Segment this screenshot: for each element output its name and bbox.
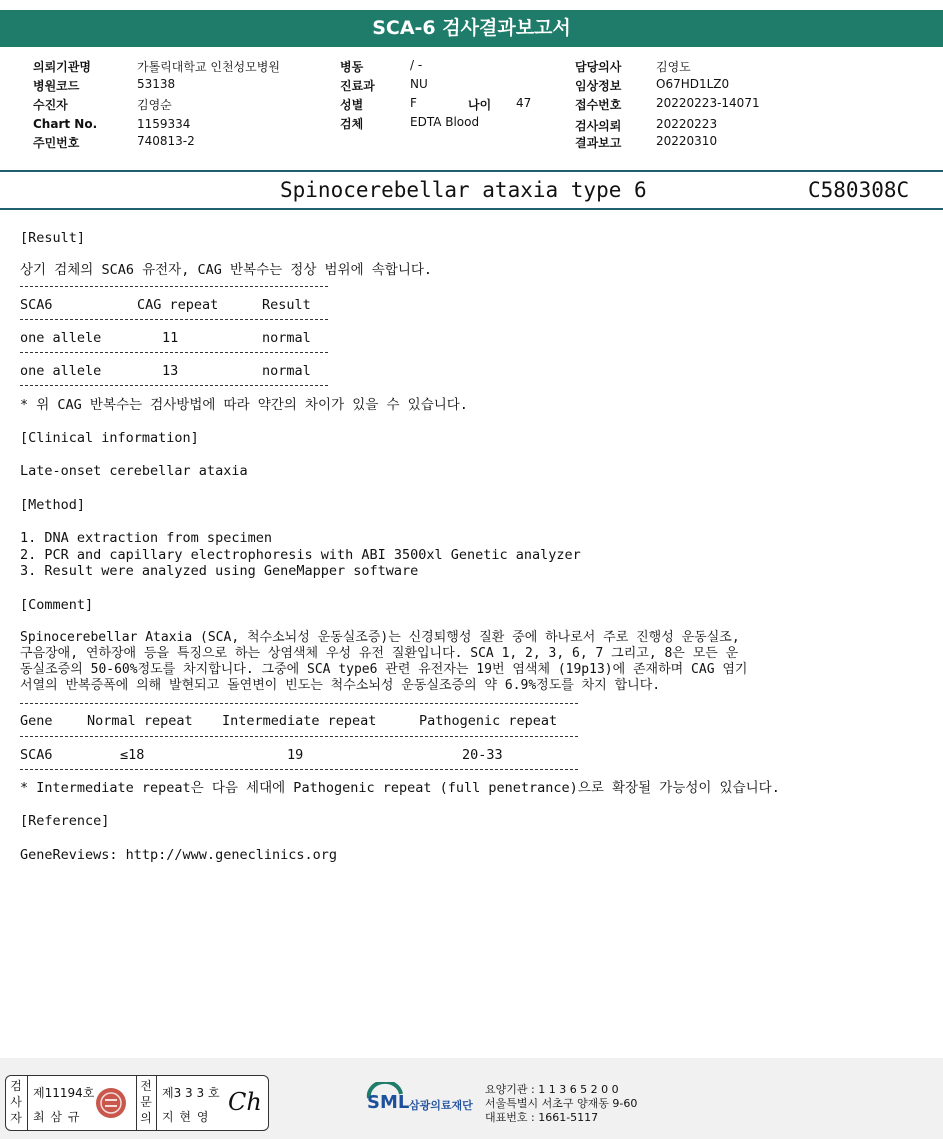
- repeat-header-gene: Gene: [20, 713, 53, 729]
- clinical-value: O67HD1LZ0: [656, 77, 730, 91]
- result-report-value: 20220310: [656, 134, 718, 148]
- signature-icon: Ch: [228, 1088, 262, 1116]
- hospital-label: 의뢰기관명: [33, 60, 91, 74]
- table-divider: [20, 769, 578, 770]
- comment-line: 동실조증의 50-60%정도를 차지합니다. 그중에 SCA type6 관련 유전자는 19번 염색체 (19p13)에 존재하며 CAG 염기: [20, 662, 748, 677]
- reference-text: GeneReviews: http://www.geneclinics.org: [20, 847, 337, 863]
- receipt-value: 20220223-14071: [656, 96, 760, 110]
- org-code: 요양기관 : 1 1 3 6 5 2 0 0: [485, 1083, 619, 1096]
- repeat-note: * Intermediate repeat은 다음 세대에 Pathogenic repeat (full penetrance)으로 확장될 가능성이 있습니다.: [20, 780, 780, 796]
- table-cell: 20-33: [462, 747, 503, 763]
- patient-value: 김영순: [137, 98, 172, 112]
- sex-label: 성별: [340, 98, 364, 112]
- method-heading: [Method]: [20, 497, 86, 513]
- divider: [136, 1076, 137, 1130]
- table-divider: [20, 736, 578, 737]
- rrn-value: 740813-2: [137, 134, 195, 148]
- table-divider: [20, 319, 328, 320]
- doctor-label: 담당의사: [575, 60, 622, 74]
- age-value: 47: [516, 96, 532, 110]
- specialist-label: 전문의: [140, 1079, 152, 1125]
- hospital-code-value: 53138: [137, 77, 176, 91]
- comment-line: 서열의 반복증폭에 의해 발현되고 돌연변이 빈도는 척수소뇌성 운동실조증의 약 6.9%정도를 차지 합니다.: [20, 678, 661, 693]
- org-name: 삼광의료재단: [409, 1099, 473, 1112]
- test-title: Spinocerebellar ataxia type 6: [280, 178, 647, 202]
- method-line: 3. Result were analyzed using GeneMapper software: [20, 563, 419, 579]
- clinical-text: Late-onset cerebellar ataxia: [20, 463, 248, 479]
- report-header: [0, 54, 943, 166]
- sex-value: F: [410, 96, 417, 110]
- table-divider: [20, 385, 328, 386]
- result-report-label: 결과보고: [575, 136, 622, 150]
- divider: [156, 1076, 157, 1130]
- result-text: 상기 검체의 SCA6 유전자, CAG 반복수는 정상 범위에 속합니다.: [20, 262, 433, 278]
- table-cell: normal: [262, 330, 311, 346]
- table-cell: SCA6: [20, 747, 53, 763]
- result-note: * 위 CAG 반복수는 검사방법에 따라 약간의 차이가 있을 수 있습니다.: [20, 397, 468, 413]
- table-cell: ≤18: [120, 747, 145, 763]
- examiner-label: 검사자: [10, 1079, 22, 1125]
- test-code: C580308C: [808, 178, 910, 202]
- logo-text: SML: [367, 1092, 410, 1113]
- seal-stamp-icon: [94, 1086, 128, 1120]
- repeat-header-normal: Normal repeat: [87, 713, 193, 729]
- report-title: SCA-6 검사결과보고서: [0, 10, 943, 47]
- ward-label: 병동: [340, 60, 364, 74]
- request-label: 검사의뢰: [575, 119, 622, 133]
- patient-label: 수진자: [33, 98, 68, 112]
- method-line: 2. PCR and capillary electrophoresis with ABI 3500xl Genetic analyzer: [20, 547, 581, 563]
- doctor-value: 김영도: [656, 60, 691, 74]
- table-cell: 13: [162, 363, 179, 379]
- result-header-cag: CAG repeat: [137, 297, 219, 313]
- table-cell: one allele: [20, 330, 102, 346]
- clinical-heading: [Clinical information]: [20, 430, 199, 446]
- comment-line: 구음장애, 연하장애 등을 특징으로 하는 상염색체 우성 유전 질환입니다. SCA 1, 2, 3, 6, 7 그리고, 8은 모든 운: [20, 646, 739, 661]
- table-divider: [20, 703, 578, 704]
- examiner-license: 제11194호: [33, 1086, 95, 1100]
- header-divider: [0, 170, 943, 172]
- repeat-header-intermediate: Intermediate repeat: [222, 713, 377, 729]
- result-header-gene: SCA6: [20, 297, 53, 313]
- org-phone: 대표번호 : 1661-5117: [485, 1111, 599, 1124]
- org-address: 서울특별시 서초구 양재동 9-60: [485, 1097, 638, 1110]
- table-cell: one allele: [20, 363, 102, 379]
- table-cell: 19: [287, 747, 304, 763]
- table-cell: 11: [162, 330, 179, 346]
- chart-label: Chart No.: [33, 117, 98, 131]
- rrn-label: 주민번호: [33, 136, 80, 150]
- clinical-label: 임상정보: [575, 79, 622, 93]
- result-header-result: Result: [262, 297, 311, 313]
- chart-value: 1159334: [137, 117, 191, 131]
- result-heading: [Result]: [20, 230, 86, 246]
- signature-box: [5, 1075, 269, 1131]
- hospital-code-label: 병원코드: [33, 79, 80, 93]
- age-label: 나이: [468, 98, 492, 112]
- examiner-name: 최 삼 규: [33, 1110, 81, 1124]
- table-divider: [20, 286, 328, 287]
- ward-value: / -: [410, 58, 423, 72]
- comment-heading: [Comment]: [20, 597, 94, 613]
- specialist-name: 지 현 영: [162, 1110, 210, 1124]
- table-divider: [20, 352, 328, 353]
- hospital-value: 가톨릭대학교 인천성모병원: [137, 60, 280, 74]
- method-line: 1. DNA extraction from specimen: [20, 530, 272, 546]
- table-cell: normal: [262, 363, 311, 379]
- comment-line: Spinocerebellar Ataxia (SCA, 척수소뇌성 운동실조증)는 신경퇴행성 질환 중에 하나로서 주로 진행성 운동실조,: [20, 630, 740, 645]
- org-info: [485, 1083, 637, 1125]
- specimen-label: 검체: [340, 117, 364, 131]
- request-value: 20220223: [656, 117, 718, 131]
- divider: [27, 1076, 28, 1130]
- dept-label: 진료과: [340, 79, 375, 93]
- specialist-license: 제3 3 3 호: [162, 1086, 220, 1100]
- dept-value: NU: [410, 77, 428, 91]
- specimen-value: EDTA Blood: [410, 115, 480, 129]
- reference-heading: [Reference]: [20, 813, 110, 829]
- title-divider: [0, 208, 943, 210]
- repeat-header-pathogenic: Pathogenic repeat: [419, 713, 558, 729]
- receipt-label: 접수번호: [575, 98, 622, 112]
